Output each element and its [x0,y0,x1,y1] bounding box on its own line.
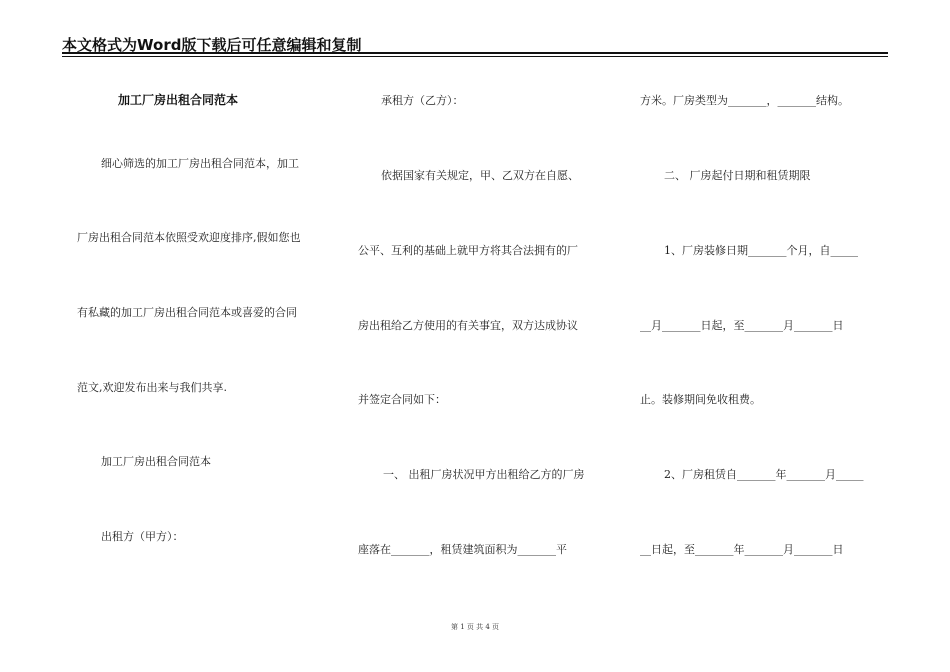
paragraph-line: 座落在_______，租赁建筑面积为_______平 [358,543,567,556]
paragraph-line: 方米。厂房类型为_______，_______结构。 [640,94,849,107]
header-rule [62,52,888,54]
subtitle-line: 加工厂房出租合同范本 [101,455,211,468]
paragraph-line: __日起，至_______年_______月_______日 [640,543,844,556]
paragraph-line: 范文,欢迎发布出来与我们共享. [77,381,227,394]
paragraph-line: 公平、互利的基础上就甲方将其合法拥有的厂 [358,244,578,257]
paragraph-line: 并签定合同如下： [358,393,446,406]
section-heading: 一、 出租厂房状况甲方出租给乙方的厂房 [383,468,585,481]
page-number: 第 1 页 共 4 页 [450,623,500,631]
paragraph-line: 止。装修期间免收租费。 [640,393,761,406]
header-rule-thin [62,56,888,57]
party-a-line: 出租方（甲方）： [101,530,184,543]
paragraph-line: 房出租给乙方使用的有关事宜，双方达成协议 [358,319,578,332]
paragraph-line: 2、厂房租赁自_______年_______月_____ [664,468,864,481]
paragraph-line: 有私藏的加工厂房出租合同范本或喜爱的合同 [77,306,297,319]
paragraph-line: __月_______日起，至_______月_______日 [640,319,844,332]
paragraph-line: 细心筛选的加工厂房出租合同范本，加工 [101,157,299,170]
section-heading: 二、 厂房起付日期和租赁期限 [664,169,811,182]
doc-title: 加工厂房出租合同范本 [118,93,239,107]
paragraph-line: 依据国家有关规定，甲、乙双方在自愿、 [381,169,579,182]
paragraph-line: 1、厂房装修日期_______个月，自_____ [664,244,858,257]
document-header-title: 本文格式为Word版下载后可任意编辑和复制 [62,36,362,54]
paragraph-line: 厂房出租合同范本依照受欢迎度排序,假如您也 [77,231,301,244]
party-b-line: 承租方（乙方）： [381,94,464,107]
